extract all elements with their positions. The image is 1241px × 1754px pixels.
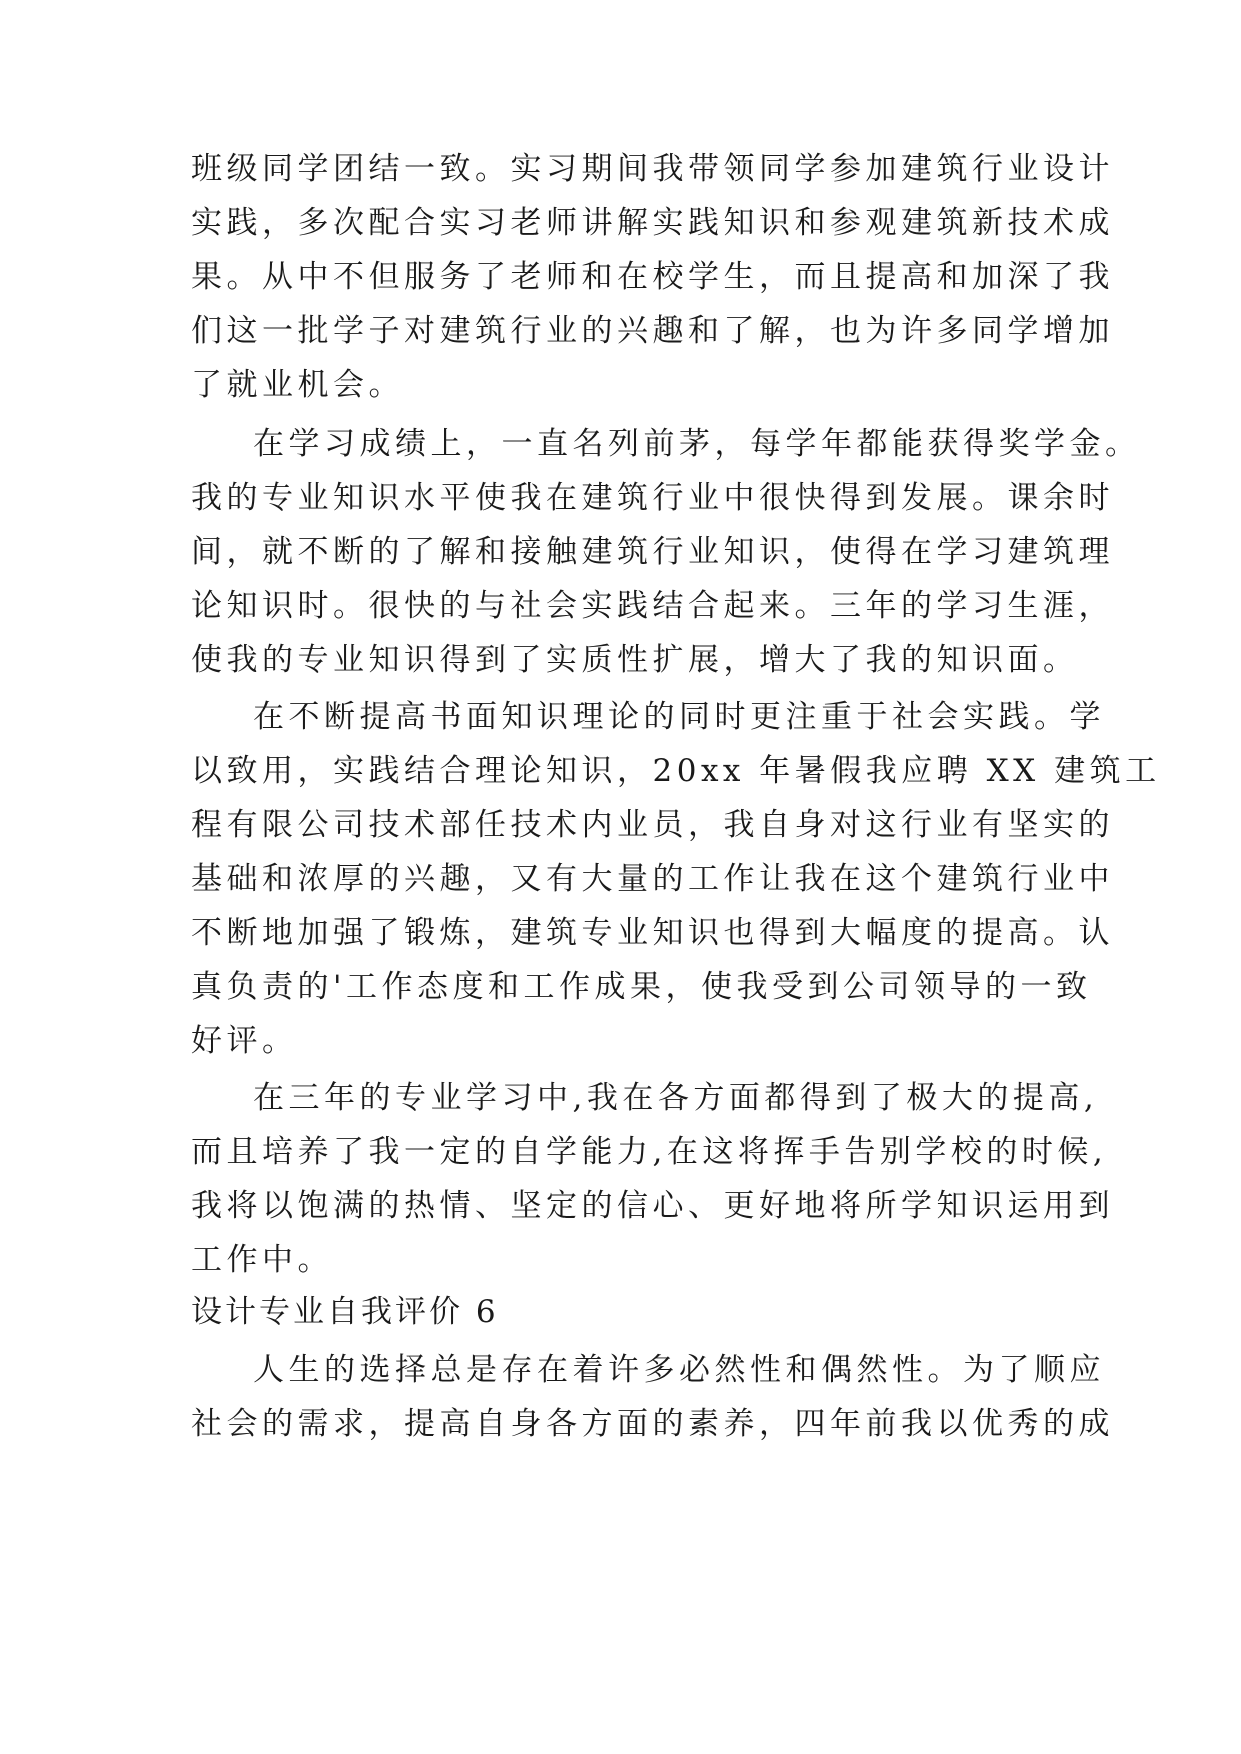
text-line: 间，就不断的了解和接触建筑行业知识，使得在学习建筑理	[191, 534, 1114, 570]
text-line: 不断地加强了锻炼，建筑专业知识也得到大幅度的提高。认	[191, 915, 1114, 951]
text-line: 在不断提高书面知识理论的同时更注重于社会实践。学	[253, 699, 1105, 735]
section-heading: 设计专业自我评价 6	[191, 1294, 499, 1330]
text-line: 好评。	[191, 1023, 298, 1059]
text-line: 我的专业知识水平使我在建筑行业中很快得到发展。课余时	[191, 480, 1114, 516]
text-line: 班级同学团结一致。实习期间我带领同学参加建筑行业设计	[191, 151, 1114, 187]
text-line: 以致用，实践结合理论知识，20xx 年暑假我应聘 XX 建筑工	[191, 753, 1161, 789]
text-line: 果。从中不但服务了老师和在校学生，而且提高和加深了我	[191, 259, 1114, 295]
text-line: 论知识时。很快的与社会实践结合起来。三年的学习生涯，	[191, 588, 1114, 624]
text-line: 而且培养了我一定的自学能力,在这将挥手告别学校的时候,	[191, 1134, 1108, 1170]
text-line: 了就业机会。	[191, 367, 404, 403]
text-line: 程有限公司技术部任技术内业员，我自身对这行业有坚实的	[191, 807, 1114, 843]
text-line: 使我的专业知识得到了实质性扩展，增大了我的知识面。	[191, 642, 1079, 678]
text-line: 社会的需求，提高自身各方面的素养，四年前我以优秀的成	[191, 1406, 1114, 1442]
text-line: 实践，多次配合实习老师讲解实践知识和参观建筑新技术成	[191, 205, 1114, 241]
text-line: 工作中。	[191, 1242, 333, 1278]
text-line: 基础和浓厚的兴趣，又有大量的工作让我在这个建筑行业中	[191, 861, 1114, 897]
text-line: 人生的选择总是存在着许多必然性和偶然性。为了顺应	[253, 1352, 1105, 1388]
text-line: 在学习成绩上，一直名列前茅，每学年都能获得奖学金。	[253, 426, 1141, 462]
text-line: 们这一批学子对建筑行业的兴趣和了解，也为许多同学增加	[191, 313, 1114, 349]
text-line: 真负责的'工作态度和工作成果，使我受到公司领导的一致	[191, 969, 1092, 1005]
text-line: 在三年的专业学习中,我在各方面都得到了极大的提高,	[253, 1080, 1099, 1116]
text-line: 我将以饱满的热情、坚定的信心、更好地将所学知识运用到	[191, 1188, 1114, 1224]
